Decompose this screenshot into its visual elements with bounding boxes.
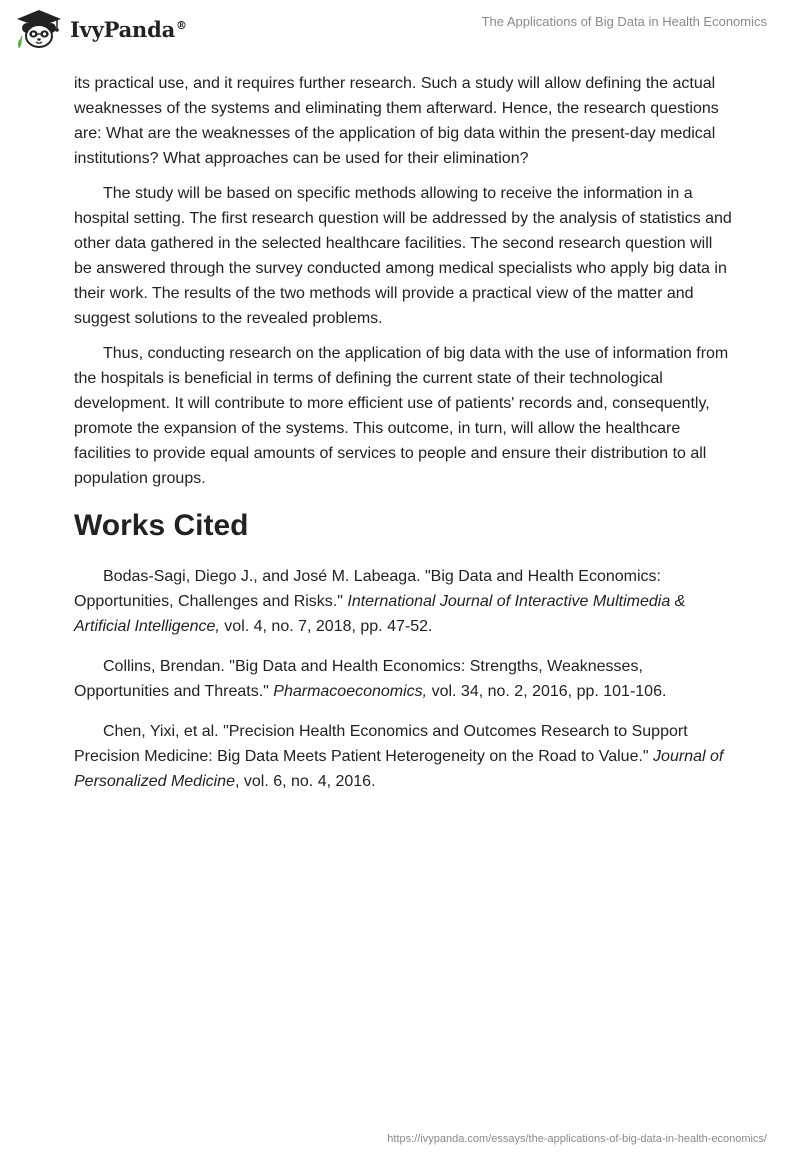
works-cited-heading: Works Cited [74,509,249,542]
citation-item: Collins, Brendan. "Big Data and Health Economics: Strengths, Weaknesses, Opportunities and Threats." Pharmacoeconomics, vol. 34, no. 2, 2016, pp. 101-106. [74,658,667,700]
body-paragraph: its practical use, and it requires further research. Such a study will allow defining the actual weaknesses of the systems and eliminating them afterward. Hence, the research questions are: What are the weaknesses of the application of big data within the present-day medical institutions? What approaches can be used for their elimination? [74,75,719,167]
source-url-link[interactable]: https://ivypanda.com/essays/the-applications-of-big-data-in-health-economics/ [387,1133,767,1145]
ivypanda-logo[interactable] [14,8,187,50]
body-paragraph: The study will be based on specific methods allowing to receive the information in a hospital setting. The first research question will be addressed by the analysis of statistics and other data gathered in the selected healthcare facilities. The second research question will be answered through the survey conducted among medical specialists who apply big data in their work. The results of the two methods will provide a practical view of the matter and suggest solutions to the revealed problems. [74,185,732,327]
citation-item: Chen, Yixi, et al. "Precision Health Economics and Outcomes Research to Support Precision Medicine: Big Data Meets Patient Heterogeneity on the Road to Value." Journal of Personalized Medicine, vol. 6, no. 4, 2016. [74,723,724,790]
citation-journal: Pharmacoeconomics, [273,683,428,700]
body-paragraph: Thus, conducting research on the application of big data with the use of information from the hospitals is beneficial in terms of defining the current state of their technological development. It will contribute to more efficient use of patients' records and, consequently, promote the expansion of the systems. This outcome, in turn, will allow the healthcare facilities to provide equal amounts of services to people and ensure their distribution to all population groups. [74,345,729,487]
citation-journal: Journal of Personalized Medicine [74,748,724,790]
essay-content [74,71,734,809]
page-header [0,0,800,60]
panda-graduate-icon [14,8,64,50]
citation-item: Bodas-Sagi, Diego J., and José M. Labeaga. "Big Data and Health Economics: Opportunities, Challenges and Risks." International Journal of Interactive Multimedia & Artificial Intelligence, vol. 4, no. 7, 2018, pp. 47-52. [74,568,686,635]
document-title: The Applications of Big Data in Health Economics [481,14,767,29]
brand-name: IvyPanda® [70,16,187,42]
citation-journal: International Journal of Interactive Multimedia & Artificial Intelligence, [74,593,686,635]
